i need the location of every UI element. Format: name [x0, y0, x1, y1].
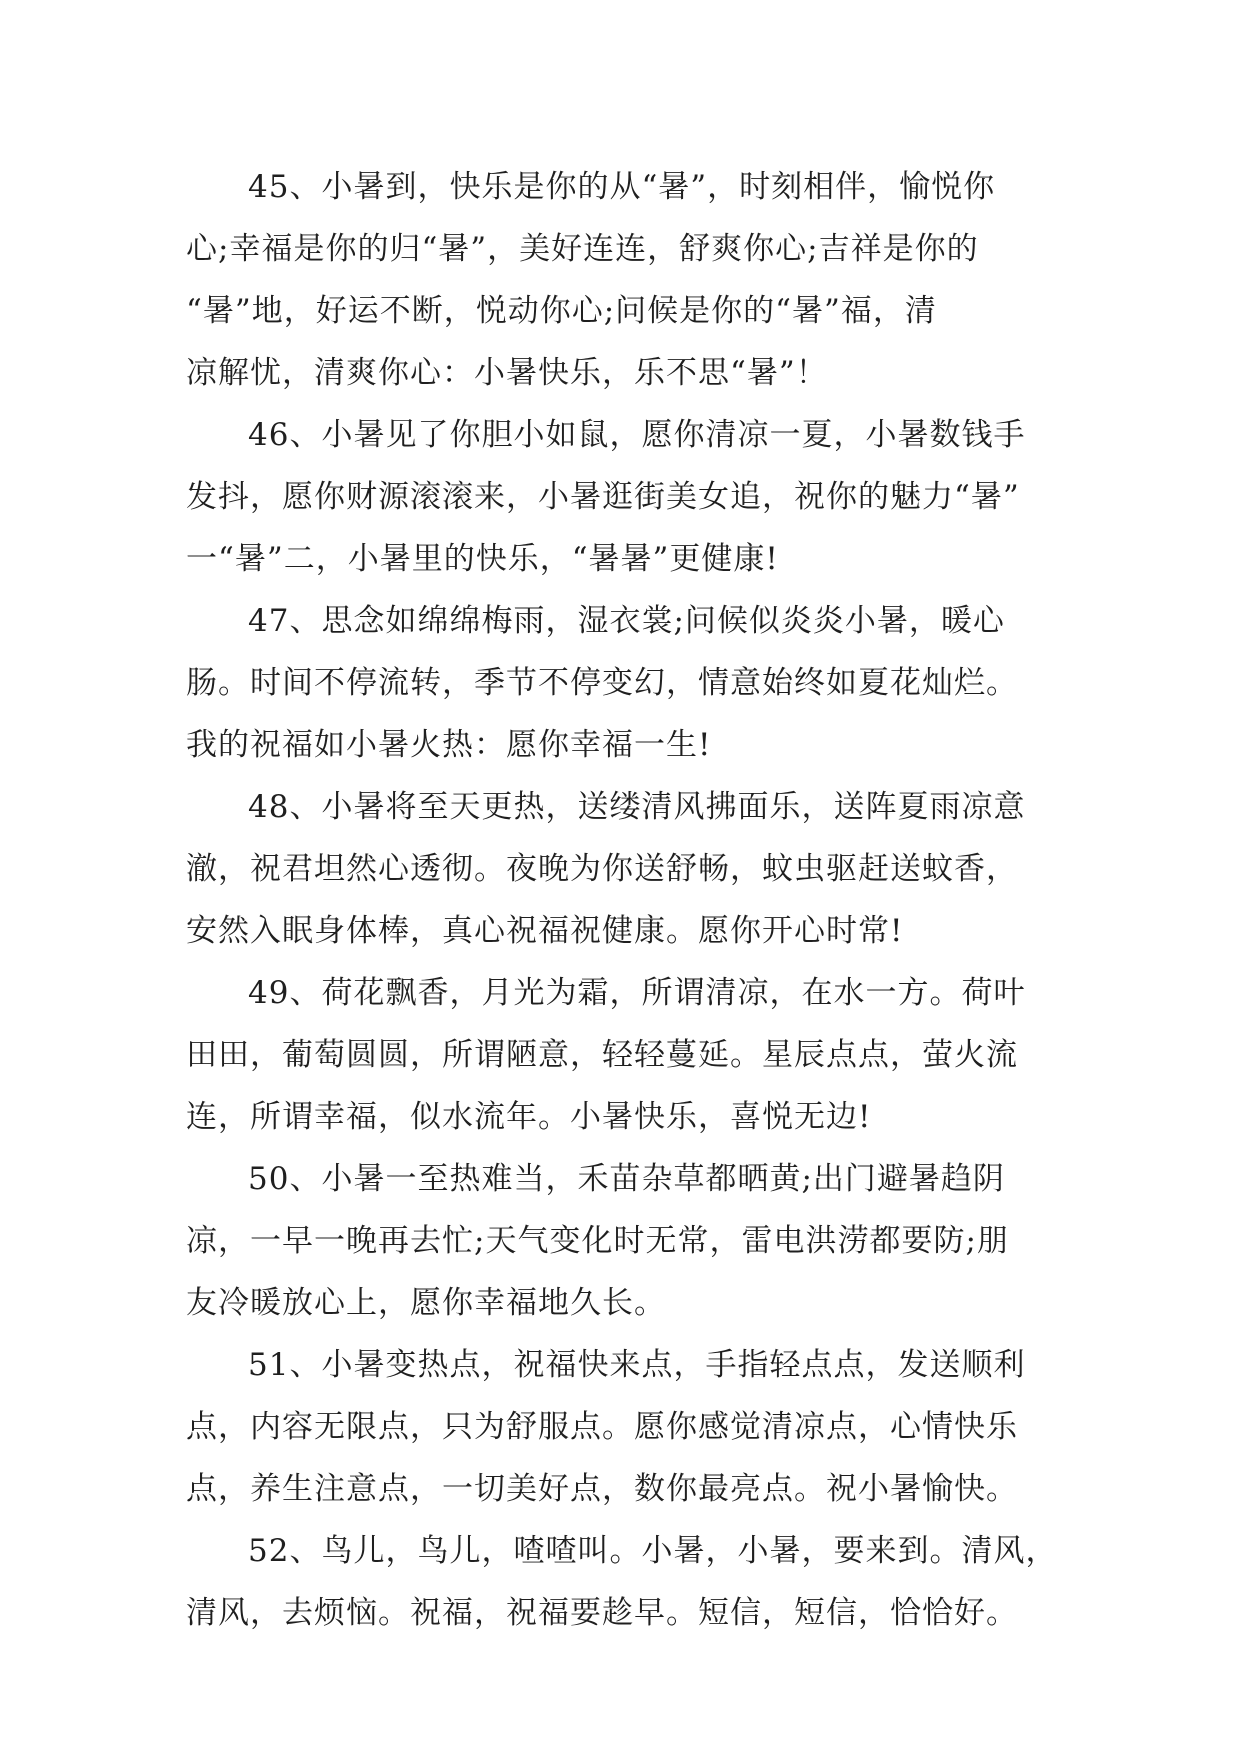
text-line: 肠。时间不停流转，季节不停变幻，情意始终如夏花灿烂。: [186, 665, 1018, 701]
text-line: 47、思念如绵绵梅雨，湿衣裳;问候似炎炎小暑，暖心: [248, 603, 1005, 639]
text-line: 52、鸟儿，鸟儿，喳喳叫。小暑，小暑，要来到。清风，: [248, 1533, 1058, 1569]
text-line: 点，养生注意点，一切美好点，数你最亮点。祝小暑愉快。: [186, 1471, 1018, 1507]
text-line: 49、荷花飘香，月光为霜，所谓清凉，在水一方。荷叶: [248, 975, 1026, 1011]
text-line: 点，内容无限点，只为舒服点。愿你感觉清凉点，心情快乐: [186, 1409, 1018, 1445]
paragraph-45: [186, 156, 1066, 404]
text-line: 发抖，愿你财源滚滚来，小暑逛街美女追，祝你的魅力“暑”: [186, 479, 1020, 515]
text-line: 友冷暖放心上，愿你幸福地久长。: [186, 1285, 666, 1321]
paragraph-52: [186, 1520, 1066, 1644]
paragraph-50: [186, 1148, 1066, 1334]
text-line: 51、小暑变热点，祝福快来点，手指轻点点，发送顺利: [248, 1347, 1026, 1383]
text-line: 48、小暑将至天更热，送缕清风拂面乐，送阵夏雨凉意: [248, 789, 1026, 825]
text-line: 46、小暑见了你胆小如鼠，愿你清凉一夏，小暑数钱手: [248, 417, 1026, 453]
paragraph-49: [186, 962, 1066, 1148]
text-line: “暑”地，好运不断，悦动你心;问候是你的“暑”福，清: [186, 293, 937, 329]
text-line: 安然入眠身体棒，真心祝福祝健康。愿你开心时常!: [186, 913, 904, 949]
paragraph-51: [186, 1334, 1066, 1520]
text-line: 凉解忧，清爽你心：小暑快乐，乐不思“暑”！: [186, 355, 828, 391]
paragraph-48: [186, 776, 1066, 962]
text-line: 澈，祝君坦然心透彻。夜晚为你送舒畅，蚊虫驱赶送蚊香，: [186, 851, 1018, 887]
text-line: 50、小暑一至热难当，禾苗杂草都晒黄;出门避暑趋阴: [248, 1161, 1005, 1197]
text-line: 田田，葡萄圆圆，所谓陋意，轻轻蔓延。星辰点点，萤火流: [186, 1037, 1018, 1073]
document-body: [186, 156, 1066, 1644]
text-line: 45、小暑到，快乐是你的从“暑”，时刻相伴，愉悦你: [248, 169, 996, 205]
paragraph-47: [186, 590, 1066, 776]
text-line: 我的祝福如小暑火热：愿你幸福一生!: [186, 727, 712, 763]
text-line: 凉，一早一晚再去忙;天气变化时无常，雷电洪涝都要防;朋: [186, 1223, 1009, 1259]
text-line: 一“暑”二，小暑里的快乐，“暑暑”更健康!: [186, 541, 779, 577]
text-line: 心;幸福是你的归“暑”，美好连连，舒爽你心;吉祥是你的: [186, 231, 979, 267]
text-line: 清风，去烦恼。祝福，祝福要趁早。短信，短信，恰恰好。: [186, 1595, 1018, 1631]
paragraph-46: [186, 404, 1066, 590]
text-line: 连，所谓幸福，似水流年。小暑快乐，喜悦无边!: [186, 1099, 872, 1135]
